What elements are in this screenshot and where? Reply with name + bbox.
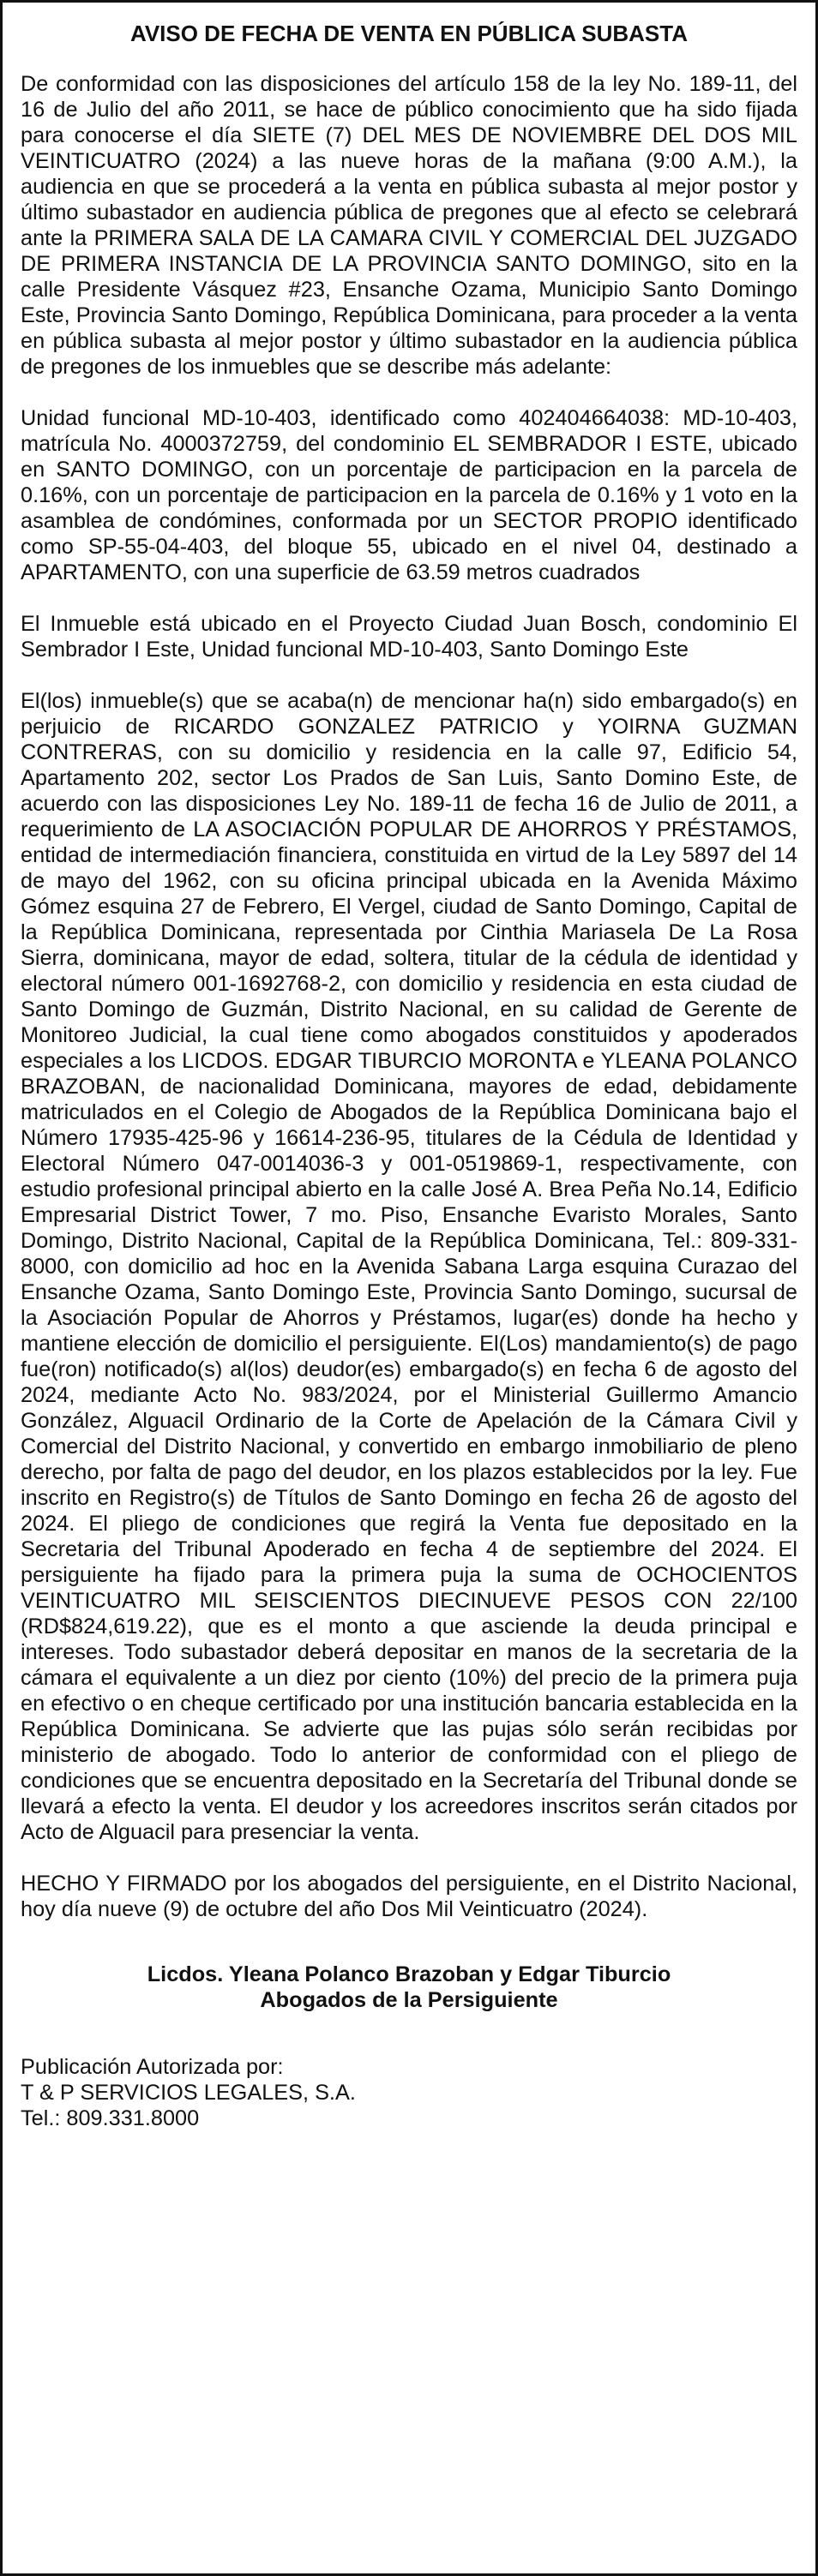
signature-role: Abogados de la Persiguiente (260, 1988, 558, 2012)
property-description-paragraph: Unidad funcional MD-10-403, identificado como 402404664038: MD-10-403, matrícula No. 4000372759, del condominio EL SEMBRADOR I ESTE, ubicado en SANTO DOMINGO, con un porcentaje de participacion en la parcela de 0.16%, con un porcentaje de participacion en la parcela de 0.16% y 1 voto en la asamblea de condómines, conformada por un SECTOR PROPIO identificado como SP-55-04-403, del bloque 55, ubicado en el nivel 04, destinado a APARTAMENTO, con una superficie de 63.59 metros cuadrados (21, 406, 797, 584)
notice-title: AVISO DE FECHA DE VENTA EN PÚBLICA SUBASTA (129, 21, 689, 46)
signature-block (21, 1962, 797, 2013)
intro-paragraph: De conformidad con las disposiciones del artículo 158 de la ley No. 189-11, del 16 de Julio del año 2011, se hace de público conocimiento que ha sido fijada para conocerse el día SIETE (7) DEL MES DE NOVIEMBRE DEL DOS MIL VEINTICUATRO (2024) a las nueve horas de la mañana (9:00 A.M.), la audiencia en que se procederá a la venta en pública subasta al mejor postor y último subastador en audiencia pública de pregones que al efecto se celebrará ante la PRIMERA SALA DE LA CAMARA CIVIL Y COMERCIAL DEL JUZGADO DE PRIMERA INSTANCIA DE LA PROVINCIA SANTO DOMINGO, sito en la calle Presidente Vásquez #23, Ensanche Ozama, Municipio Santo Domingo Este, Provincia Santo Domingo, República Dominicana, para proceder a la venta en pública subasta al mejor postor y último subastador en la audiencia pública de pregones de los inmuebles que se describe más adelante: (21, 72, 797, 379)
publication-footer (21, 2054, 797, 2131)
footer-company: T & P SERVICIOS LEGALES, S.A. (21, 2081, 356, 2105)
embargo-details-paragraph: El(los) inmueble(s) que se acaba(n) de mencionar ha(n) sido embargado(s) en perjuicio de RICARDO GONZALEZ PATRICIO y YOIRNA GUZMAN CONTRERAS, con su domicilio y residencia en la calle 97, Edificio 54, Apartamento 202, sector Los Prados de San Luis, Santo Domino Este, de acuerdo con las disposiciones Ley No. 189-11 de fecha 16 de Julio de 2011, a requerimiento de LA ASOCIACIÓN POPULAR DE AHORROS Y PRÉSTAMOS, entidad de intermediación financiera, constituida en virtud de la Ley 5897 del 14 de mayo del 1962, con su oficina principal ubicada en la Avenida Máximo Gómez esquina 27 de Febrero, El Vergel, ciudad de Santo Domingo, Capital de la República Dominicana, representada por Cinthia Mariasela De La Rosa Sierra, dominicana, mayor de edad, soltera, titular de la cédula de identidad y electoral número 001-1692768-2, con domicilio y residencia en esta ciudad de Santo Domingo de Guzmán, Distrito Nacional, en su calidad de Gerente de Monitoreo Judicial, la cual tiene como abogados constituidos y apoderados especiales a los LICDOS. EDGAR TIBURCIO MORONTA e YLEANA POLANCO BRAZOBAN, de nacionalidad Dominicana, mayores de edad, debidamente matriculados en el Colegio de Abogados de la República Dominicana bajo el Número 17935-425-96 y 16614-236-95, titulares de la Cédula de Identidad y Electoral Número 047-0014036-3 y 001-0519869-1, respectivamente, con estudio profesional principal abierto en la calle José A. Brea Peña No.14, Edificio Empresarial District Tower, 7 mo. Piso, Ensanche Evaristo Morales, Santo Domingo, Distrito Nacional, Capital de la República Dominicana, Tel.: 809-331-8000, con domicilio ad hoc en la Avenida Sabana Larga esquina Curazao del Ensanche Ozama, Santo Domingo Este, Provincia Santo Domingo, sucursal de la Asociación Popular de Ahorros y Préstamos, lugar(es) donde ha hecho y mantiene elección de domicilio el persiguiente. El(Los) mandamiento(s) de pago fue(ron) notificado(s) al(los) deudor(es) embargado(s) en fecha 6 de agosto del 2024, mediante Acto No. 983/2024, por el Ministerial Guillermo Amancio González, Alguacil Ordinario de la Corte de Apelación de la Cámara Civil y Comercial del Distrito Nacional, y convertido en embargo inmobiliario de pleno derecho, por falta de pago del deudor, en los plazos establecidos por la ley. Fue inscrito en Registro(s) de Títulos de Santo Domingo en fecha 26 de agosto del 2024. El pliego de condiciones que regirá la Venta fue depositado en la Secretaria del Tribunal Apoderado en fecha 4 de septiembre del 2024. El persiguiente ha fijado para la primera puja la suma de OCHOCIENTOS VEINTICUATRO MIL SEISCIENTOS DIECINUEVE PESOS CON 22/100 (RD$824,619.22), que es el monto a que asciende la deuda principal e intereses. Todo subastador deberá depositar en manos de la secretaria de la cámara el equivalente a un diez por ciento (10%) del precio de la primera puja en efectivo o en cheque certificado por una institución bancaria establecida en la República Dominicana. Se advierte que las pujas sólo serán recibidas por ministerio de abogado. Todo lo anterior de conformidad con el pliego de condiciones que se encuentra depositado en la Secretaría del Tribunal donde se llevará a efecto la venta. El deudor y los acreedores inscritos serán citados por Acto de Alguacil para presenciar la venta. (21, 689, 797, 1844)
signature-names: Licdos. Yleana Polanco Brazoban y Edgar Tiburcio (147, 1962, 671, 1986)
footer-phone: Tel.: 809.331.8000 (21, 2106, 200, 2130)
property-location-paragraph: El Inmueble está ubicado en el Proyecto Ciudad Juan Bosch, condominio El Sembrador I Este, Unidad funcional MD-10-403, Santo Domingo Este (21, 612, 797, 662)
signed-paragraph: HECHO Y FIRMADO por los abogados del persiguiente, en el Distrito Nacional, hoy día nueve (9) de octubre del año Dos Mil Veinticuatro (2024). (21, 1872, 797, 1921)
footer-authorized-by: Publicación Autorizada por: (21, 2055, 284, 2079)
